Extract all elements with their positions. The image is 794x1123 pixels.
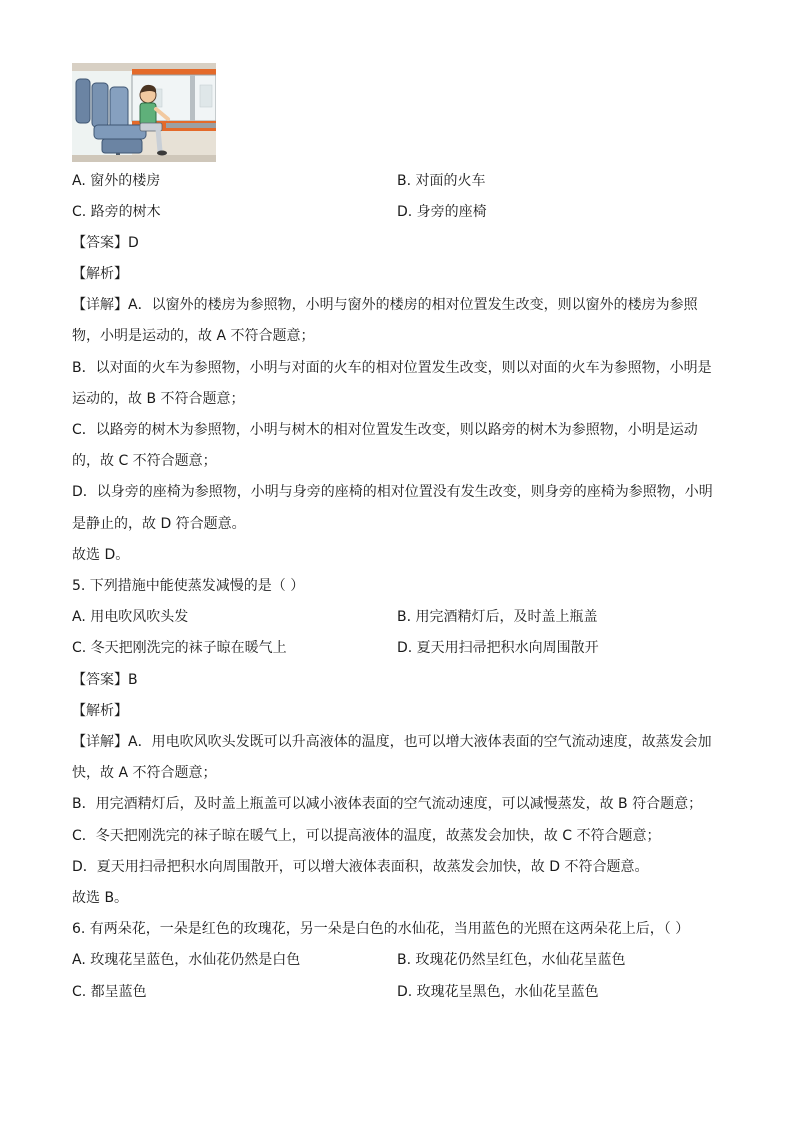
q4-option-c: C. 路旁的树木	[72, 204, 161, 220]
train-illustration	[72, 63, 216, 162]
q4-detail-line: C．以路旁的树木为参照物，小明与树木的相对位置发生改变，则以路旁的树木为参照物，小明是运动	[72, 422, 698, 438]
q5-detail-line: 【详解】A．用电吹风吹头发既可以升高液体的温度，也可以增大液体表面的空气流动速度，故蒸发会加	[72, 734, 712, 750]
q5-detail-line: B．用完酒精灯后，及时盖上瓶盖可以减小液体表面的空气流动速度，可以减慢蒸发，故 B 符合题意；	[72, 796, 703, 812]
q5-stem: 5. 下列措施中能使蒸发减慢的是（ ）	[72, 578, 305, 594]
q4-detail-line: 物，小明是运动的，故 A 不符合题意；	[72, 328, 315, 344]
q5-answer: 【答案】B	[72, 672, 138, 688]
q5-conclusion: 故选 B。	[72, 890, 129, 906]
q6-option-d: D. 玫瑰花呈黑色，水仙花呈蓝色	[397, 984, 599, 1000]
q4-option-d: D. 身旁的座椅	[397, 204, 487, 220]
q5-option-b: B. 用完酒精灯后，及时盖上瓶盖	[397, 609, 598, 625]
q4-detail-line: D．以身旁的座椅为参照物，小明与身旁的座椅的相对位置没有发生改变，则身旁的座椅为参照物，小明	[72, 484, 713, 500]
q4-detail-line: 是静止的，故 D 符合题意。	[72, 516, 246, 532]
q6-option-b: B. 玫瑰花仍然呈红色，水仙花呈蓝色	[397, 952, 626, 968]
q5-option-d: D. 夏天用扫帚把积水向周围散开	[397, 640, 599, 656]
q5-analysis-label: 【解析】	[72, 703, 128, 719]
q5-option-c: C. 冬天把刚洗完的袜子晾在暖气上	[72, 640, 287, 656]
q6-option-a: A. 玫瑰花呈蓝色，水仙花仍然是白色	[72, 952, 301, 968]
q5-detail-line: D．夏天用扫帚把积水向周围散开，可以增大液体表面积，故蒸发会加快，故 D 不符合题意。	[72, 859, 649, 875]
q5-detail-line: 快，故 A 不符合题意；	[72, 765, 217, 781]
q4-answer: 【答案】D	[72, 235, 139, 251]
q6-option-c: C. 都呈蓝色	[72, 984, 147, 1000]
q4-detail-line: 运动的，故 B 不符合题意；	[72, 391, 245, 407]
q4-detail-line: B．以对面的火车为参照物，小明与对面的火车的相对位置发生改变，则以对面的火车为参照物，小明是	[72, 360, 712, 376]
q4-detail-line: 的，故 C 不符合题意；	[72, 453, 217, 469]
q5-detail-line: C．冬天把刚洗完的袜子晾在暖气上，可以提高液体的温度，故蒸发会加快，故 C 不符合题意；	[72, 828, 661, 844]
q5-option-a: A. 用电吹风吹头发	[72, 609, 189, 625]
q4-option-a: A. 窗外的楼房	[72, 173, 161, 189]
q4-detail-line: 【详解】A．以窗外的楼房为参照物，小明与窗外的楼房的相对位置发生改变，则以窗外的楼房为参照	[72, 297, 698, 313]
q4-conclusion: 故选 D。	[72, 547, 130, 563]
q4-option-b: B. 对面的火车	[397, 173, 486, 189]
q6-stem: 6. 有两朵花，一朵是红色的玫瑰花，另一朵是白色的水仙花，当用蓝色的光照在这两朵花上后，（ ）	[72, 921, 690, 937]
q4-analysis-label: 【解析】	[72, 266, 128, 282]
